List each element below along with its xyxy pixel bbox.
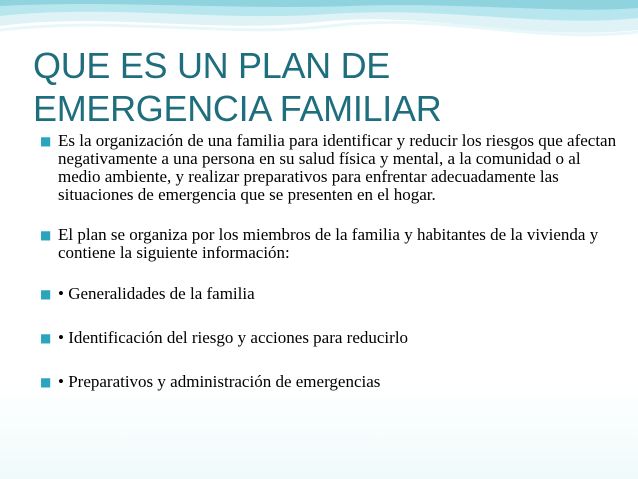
slide-title: QUE ES UN PLAN DE EMERGENCIA FAMILIAR [33,45,442,129]
list-item [38,285,618,303]
list-item [38,329,618,347]
square-bullet-icon: ■ [40,331,52,345]
list-item [38,226,618,262]
bullet-text: • Identificación del riesgo y acciones para reducirlo [58,328,409,347]
list-item [38,132,618,204]
bullet-list [38,132,618,391]
square-bullet-icon: ■ [40,375,52,389]
bullet-text: • Generalidades de la familia [58,284,255,303]
list-item [38,373,618,391]
square-bullet-icon: ■ [40,287,52,301]
square-bullet-icon: ■ [40,134,52,148]
bullet-text: Es la organización de una familia para identificar y reducir los riesgos que afectan negativamente a una persona en su salud física y mental, a la comunidad o al medio ambiente, y realizar preparativos para enfrentar adecuadamente las situaciones de emergencia que se presenten en el hogar. [58,131,617,204]
bullet-text: • Preparativos y administración de emergencias [58,372,381,391]
square-bullet-icon: ■ [40,228,52,242]
bullet-text: El plan se organiza por los miembros de la familia y habitantes de la vivienda y contiene la siguiente información: [58,225,599,262]
